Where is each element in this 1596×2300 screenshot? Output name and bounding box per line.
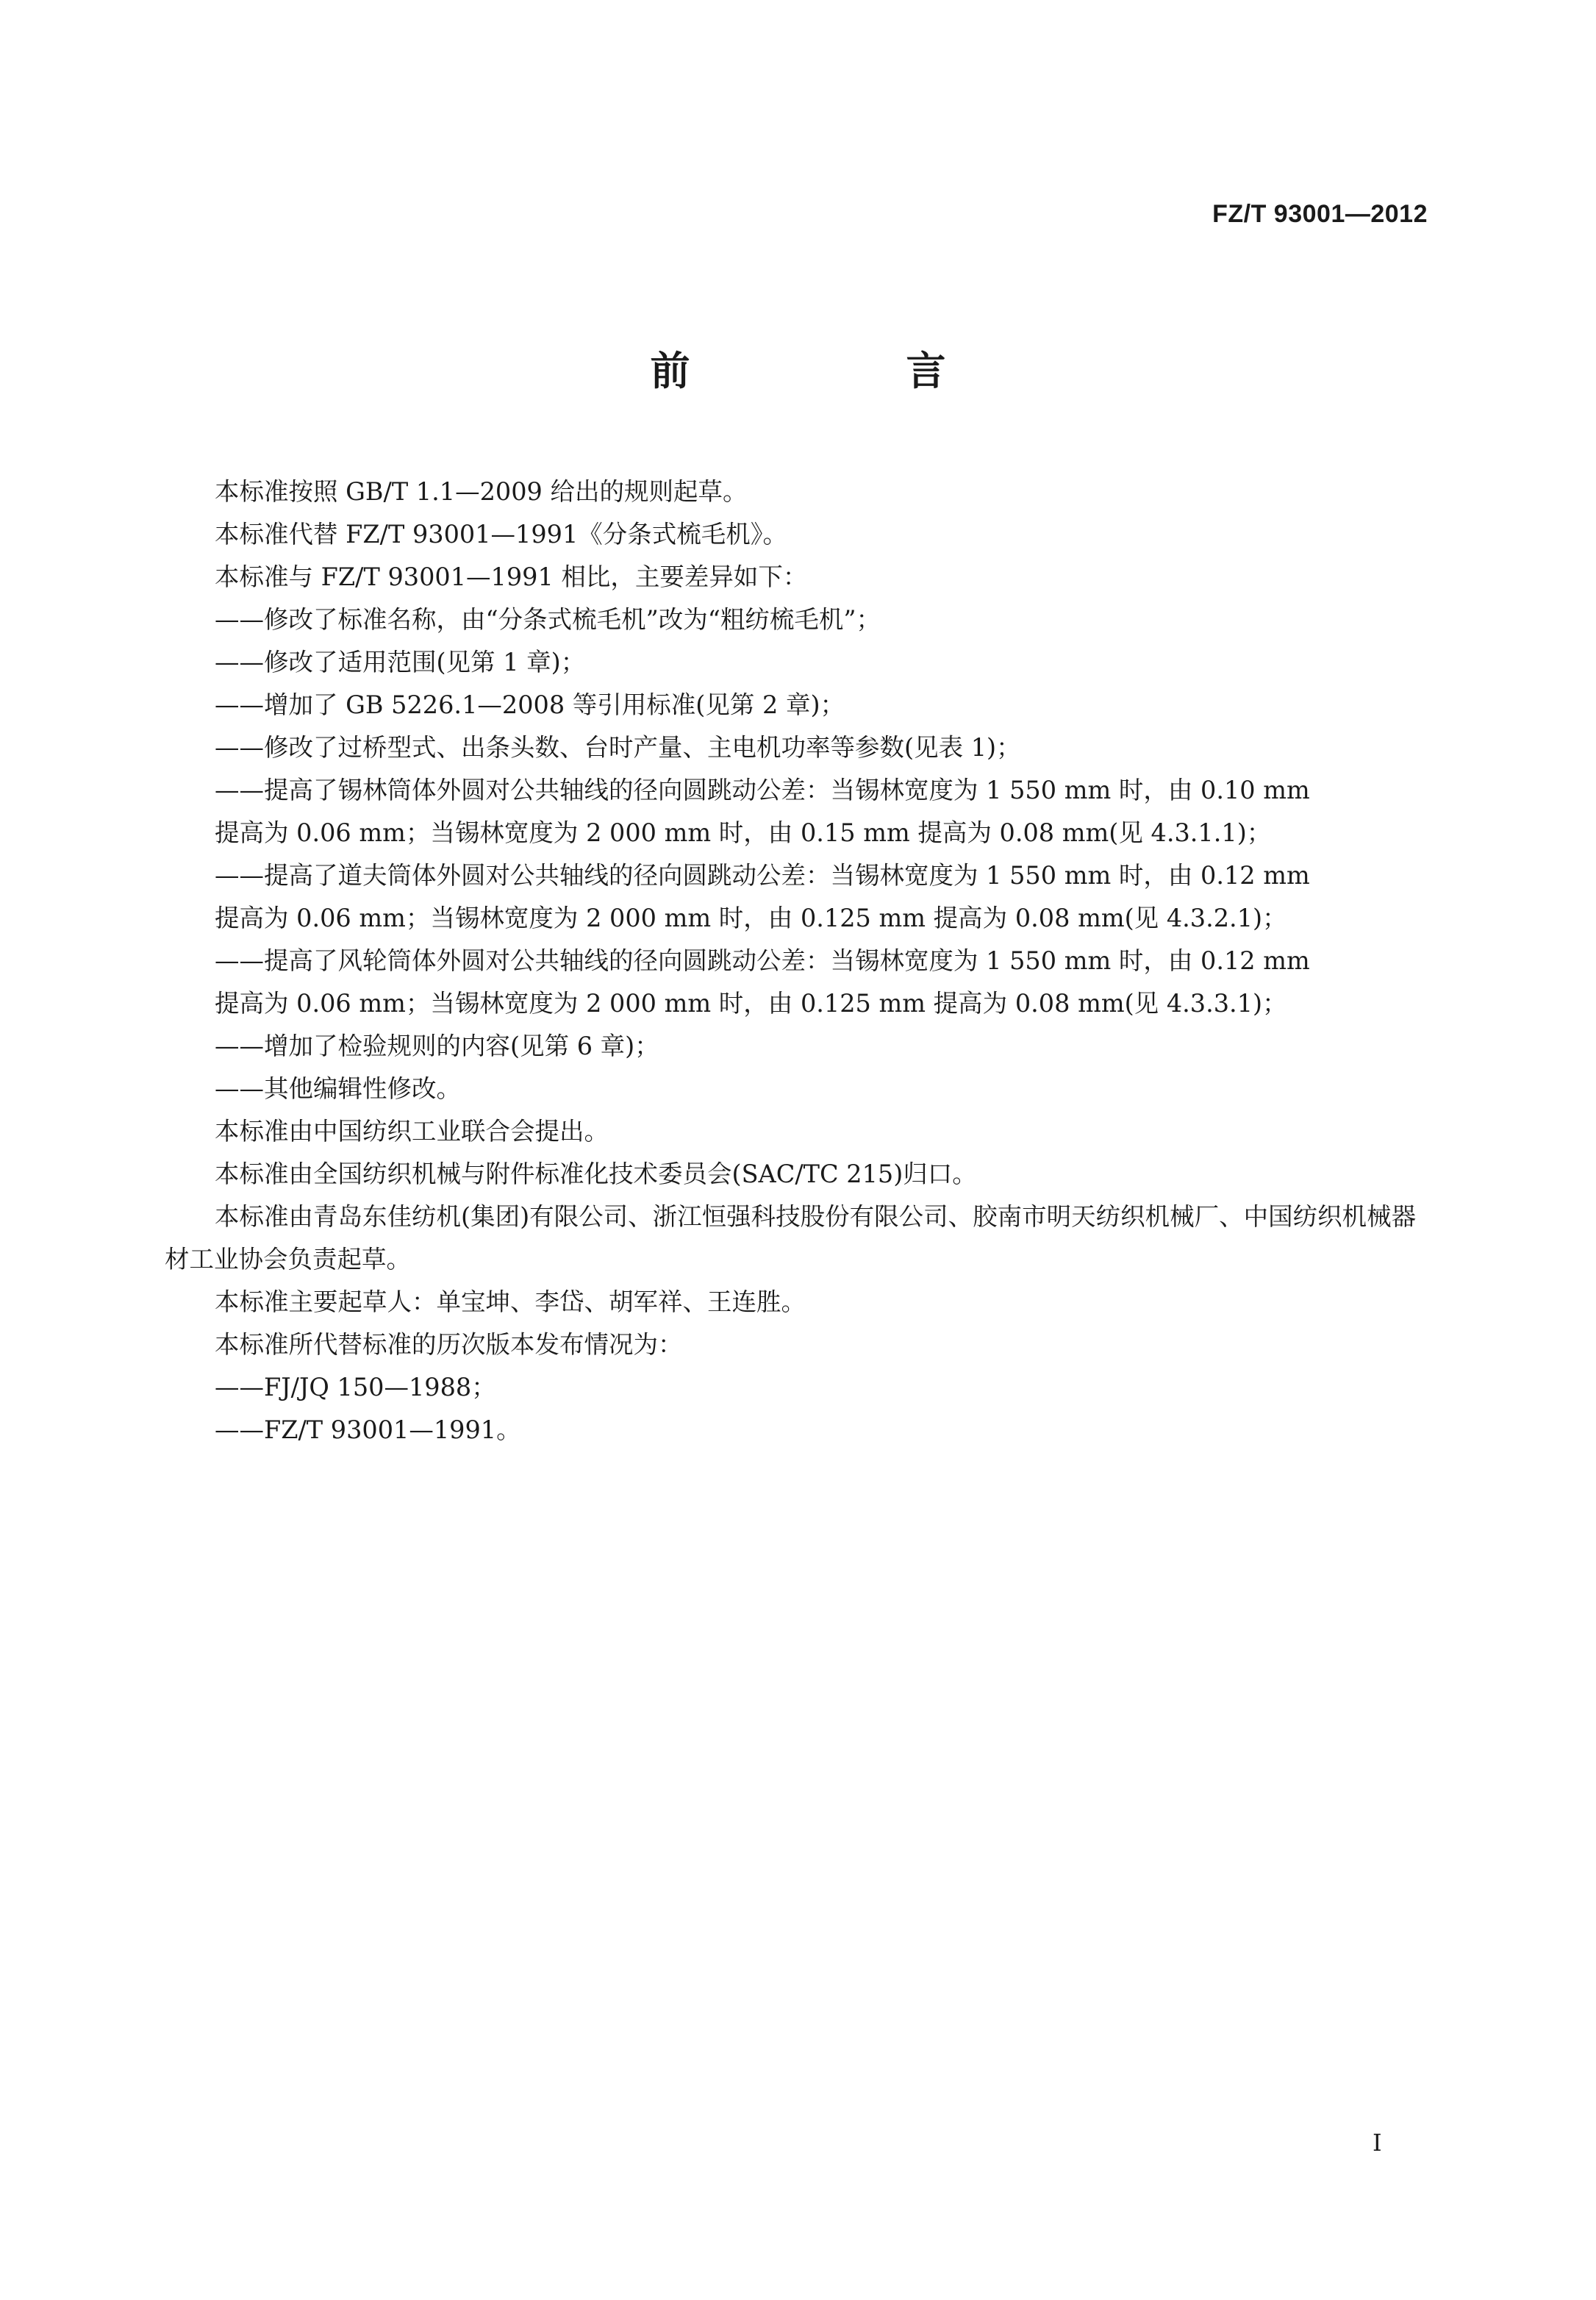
- standard-code: FZ/T 93001—2012: [1212, 200, 1428, 228]
- change-item: ——增加了检验规则的内容(见第 6 章)；: [215, 1032, 659, 1060]
- drafting-rules-paragraph: 本标准按照 GB/T 1.1—2009 给出的规则起草。: [215, 477, 748, 506]
- change-item-line: 提高为 0.06 mm；当锡林宽度为 2 000 mm 时，由 0.125 mm 提高为 0.08 mm(见 4.3.3.1)；: [215, 989, 1287, 1018]
- differences-intro-paragraph: 本标准与 FZ/T 93001—1991 相比，主要差异如下：: [215, 562, 808, 591]
- history-item: ——FZ/T 93001—1991。: [215, 1415, 521, 1444]
- change-item-line: 提高为 0.06 mm；当锡林宽度为 2 000 mm 时，由 0.125 mm 提高为 0.08 mm(见 4.3.2.1)；: [215, 904, 1287, 932]
- history-intro-paragraph: 本标准所代替标准的历次版本发布情况为：: [215, 1330, 683, 1359]
- change-item-line: ——提高了道夫筒体外圆对公共轴线的径向圆跳动公差：当锡林宽度为 1 550 mm 时，由 0.12 mm: [215, 861, 1310, 890]
- page-title: 前 言: [650, 348, 1034, 394]
- change-item-line: 提高为 0.06 mm；当锡林宽度为 2 000 mm 时，由 0.15 mm 提高为 0.08 mm(见 4.3.1.1)；: [215, 818, 1272, 847]
- change-item: ——修改了过桥型式、出条头数、台时产量、主电机功率等参数(见表 1)；: [215, 733, 1021, 762]
- drafting-organizations-paragraph: 本标准由青岛东佳纺机(集团)有限公司、浙江恒强科技股份有限公司、胶南市明天纺织机械厂、中国纺织机械器材工业协会负责起草。: [165, 1202, 1417, 1274]
- page-number: I: [1373, 2129, 1382, 2157]
- committee-paragraph: 本标准由全国纺织机械与附件标准化技术委员会(SAC/TC 215)归口。: [215, 1160, 977, 1188]
- change-item: ——修改了适用范围(见第 1 章)；: [215, 648, 586, 676]
- drafters-paragraph: 本标准主要起草人：单宝坤、李岱、胡军祥、王连胜。: [215, 1288, 806, 1316]
- replacement-paragraph: 本标准代替 FZ/T 93001—1991《分条式梳毛机》。: [215, 520, 788, 549]
- change-item: ——其他编辑性修改。: [215, 1074, 461, 1103]
- change-item-fancy-tolerance: [165, 940, 1436, 1025]
- foreword-body: [165, 471, 1436, 1451]
- history-item: ——FJ/JQ 150—1988；: [215, 1373, 496, 1401]
- change-item-line: ——提高了风轮筒体外圆对公共轴线的径向圆跳动公差：当锡林宽度为 1 550 mm 时，由 0.12 mm: [215, 946, 1310, 975]
- change-item-doffer-tolerance: [165, 854, 1436, 940]
- change-item: ——增加了 GB 5226.1—2008 等引用标准(见第 2 章)；: [215, 690, 845, 719]
- proposer-paragraph: 本标准由中国纺织工业联合会提出。: [215, 1117, 609, 1146]
- change-item-line: ——提高了锡林筒体外圆对公共轴线的径向圆跳动公差：当锡林宽度为 1 550 mm 时，由 0.10 mm: [215, 776, 1310, 804]
- change-item: ——修改了标准名称，由“分条式梳毛机”改为“粗纺梳毛机”；: [215, 605, 881, 634]
- change-item-cylinder-tolerance: [165, 769, 1436, 854]
